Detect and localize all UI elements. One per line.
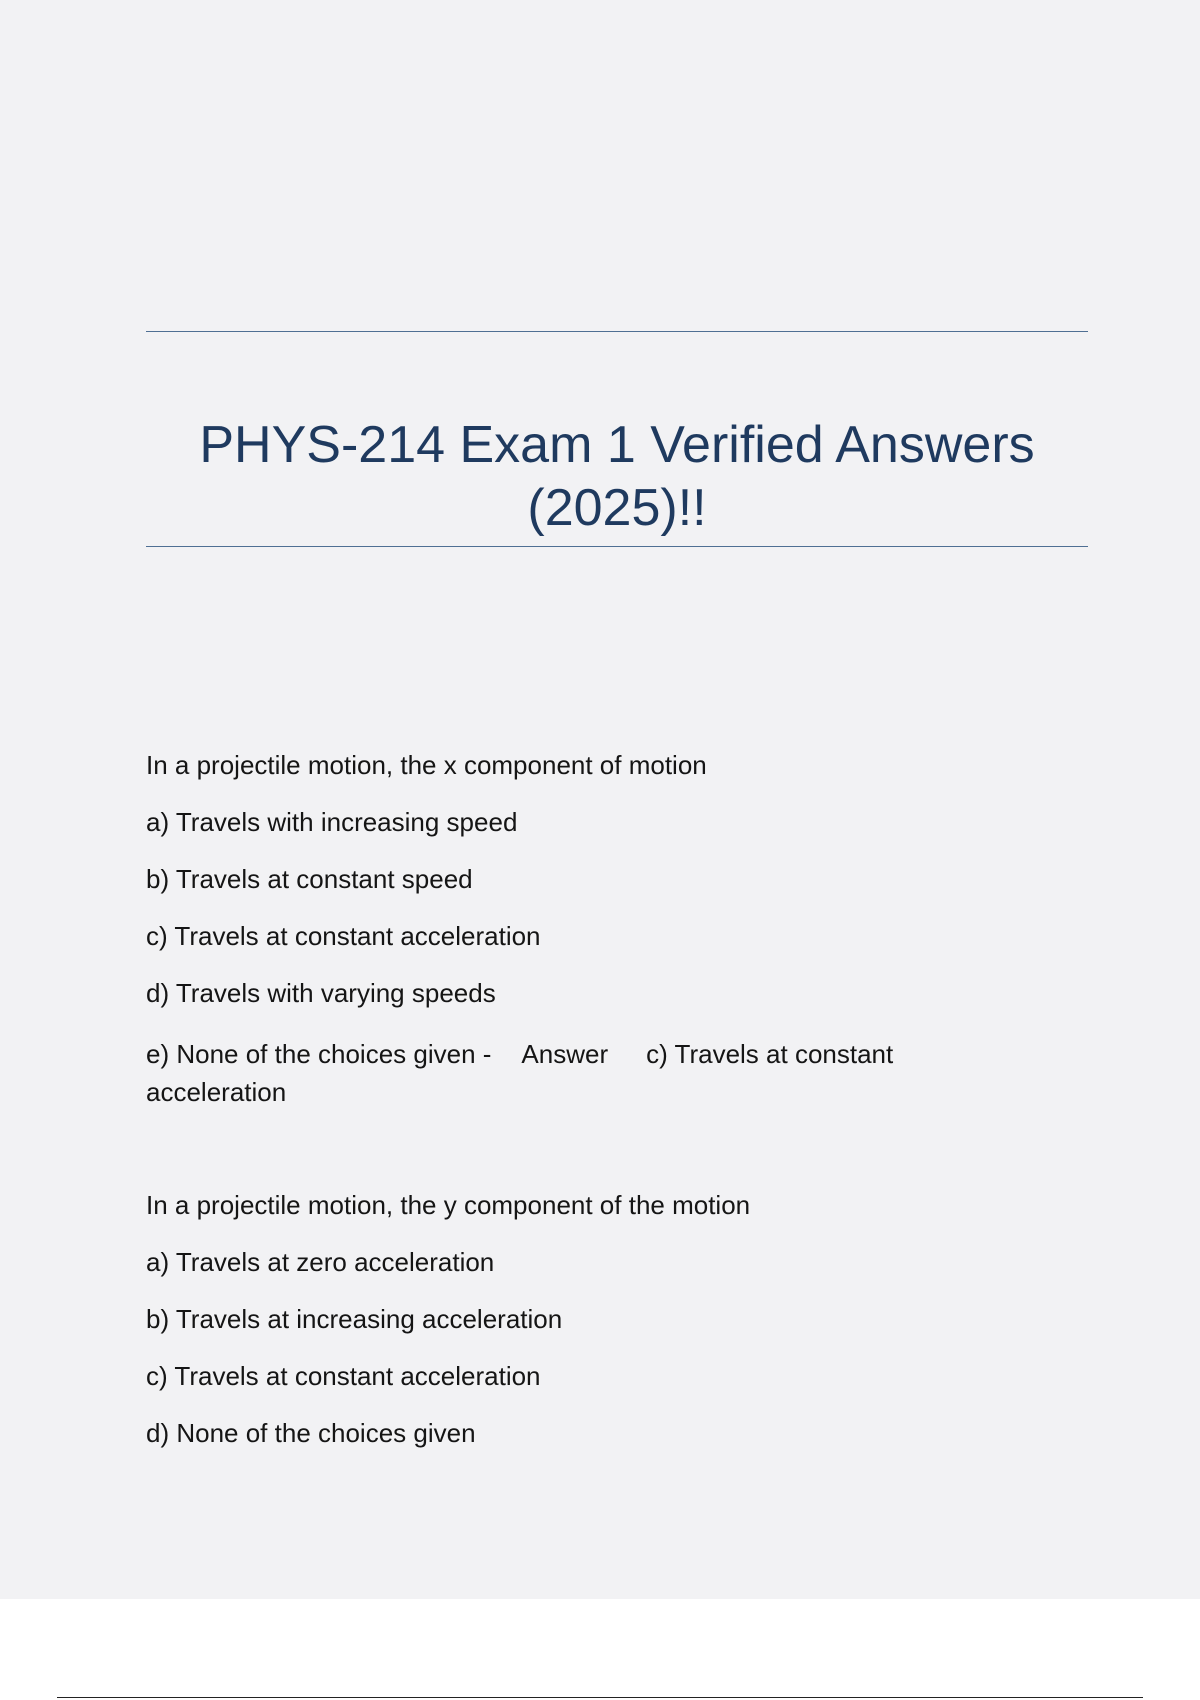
choice-d: d) Travels with varying speeds (146, 978, 496, 1008)
title-bottom-rule (146, 546, 1088, 547)
choice-a: a) Travels with increasing speed (146, 807, 518, 837)
question-1 (146, 750, 1046, 1111)
title-top-rule (146, 331, 1088, 332)
choice-d: d) None of the choices given (146, 1418, 476, 1448)
choice-c: c) Travels at constant acceleration (146, 921, 541, 951)
question-prompt: In a projectile motion, the x component of motion (146, 750, 707, 780)
choice-e-with-answer (146, 1035, 966, 1111)
question-prompt: In a projectile motion, the y component of the motion (146, 1190, 751, 1220)
answer-text: c) Travels at constant acceleration (146, 1039, 894, 1107)
choice-b: b) Travels at increasing acceleration (146, 1304, 563, 1334)
choice-b: b) Travels at constant speed (146, 864, 473, 894)
choice-a: a) Travels at zero acceleration (146, 1247, 495, 1277)
choice-c: c) Travels at constant acceleration (146, 1361, 541, 1391)
answer-label: Answer (521, 1039, 609, 1069)
footer-rule (57, 1697, 1143, 1698)
question-2 (146, 1190, 1046, 1475)
document-title: PHYS-214 Exam 1 Verified Answers (2025)!! (199, 416, 1035, 537)
choice-e: e) None of the choices given - (146, 1039, 492, 1069)
